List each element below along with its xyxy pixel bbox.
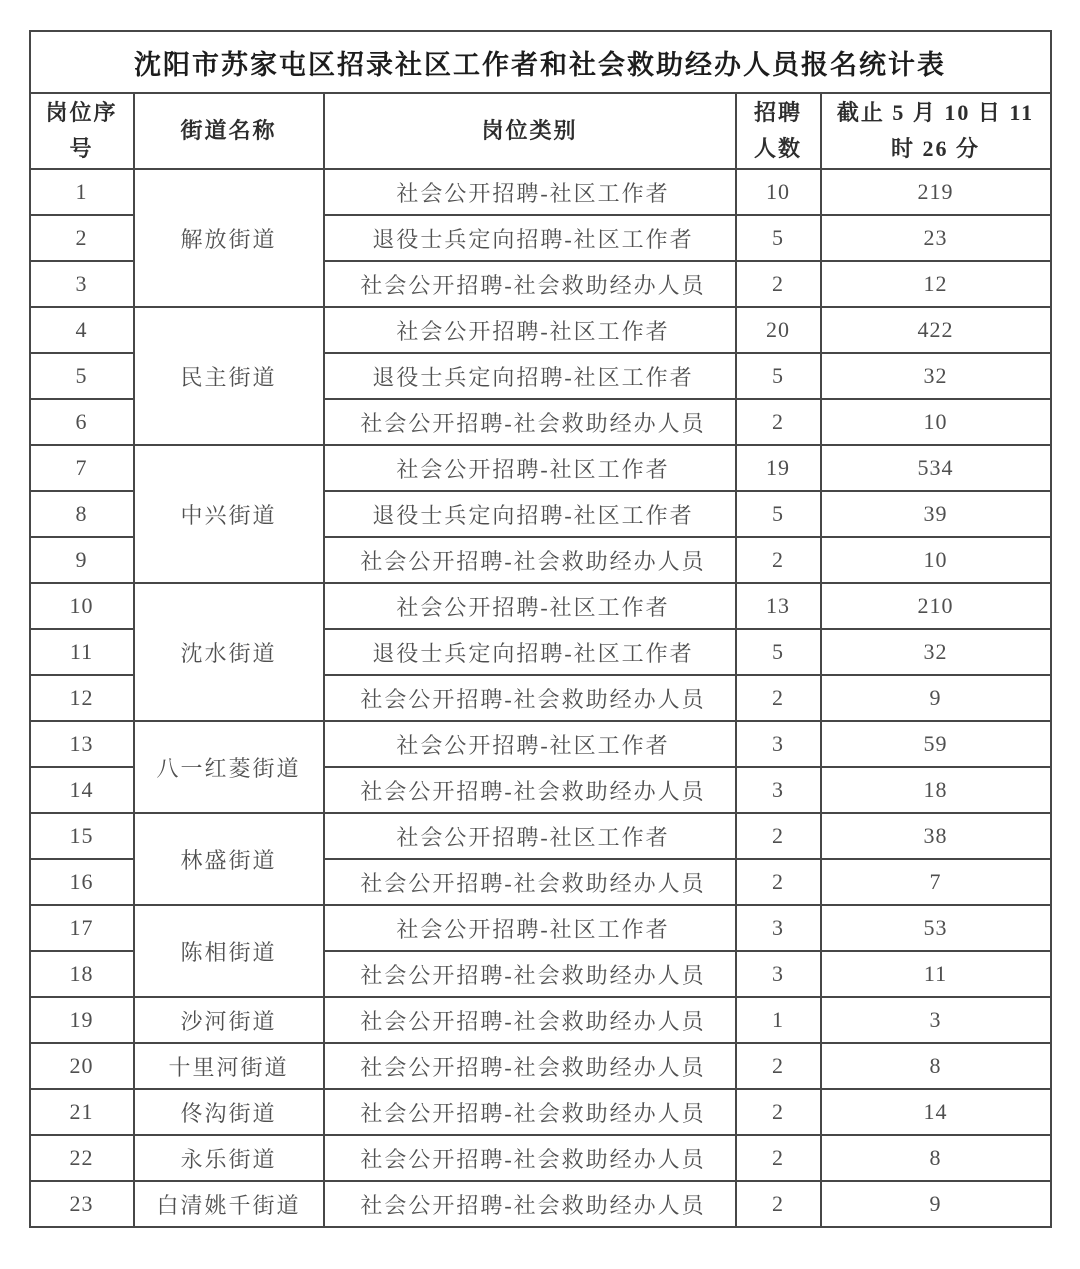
cell-applicants: 10 bbox=[821, 399, 1051, 445]
cell-street: 永乐街道 bbox=[134, 1135, 324, 1181]
table-row bbox=[30, 1181, 1051, 1227]
cell-category: 退役士兵定向招聘-社区工作者 bbox=[324, 353, 736, 399]
cell-street: 沙河街道 bbox=[134, 997, 324, 1043]
cell-headcount: 2 bbox=[736, 537, 821, 583]
cell-category: 社会公开招聘-社区工作者 bbox=[324, 445, 736, 491]
cell-seq: 13 bbox=[30, 721, 134, 767]
table-row bbox=[30, 905, 1051, 951]
cell-headcount: 2 bbox=[736, 1135, 821, 1181]
cell-seq: 9 bbox=[30, 537, 134, 583]
cell-seq: 16 bbox=[30, 859, 134, 905]
cell-applicants: 8 bbox=[821, 1135, 1051, 1181]
cell-category: 社会公开招聘-社会救助经办人员 bbox=[324, 1043, 736, 1089]
table-row bbox=[30, 1089, 1051, 1135]
cell-headcount: 1 bbox=[736, 997, 821, 1043]
cell-category: 社会公开招聘-社区工作者 bbox=[324, 813, 736, 859]
cell-headcount: 2 bbox=[736, 675, 821, 721]
cell-applicants: 3 bbox=[821, 997, 1051, 1043]
cell-headcount: 10 bbox=[736, 169, 821, 215]
cell-applicants: 32 bbox=[821, 629, 1051, 675]
cell-headcount: 3 bbox=[736, 905, 821, 951]
cell-seq: 12 bbox=[30, 675, 134, 721]
cell-applicants: 53 bbox=[821, 905, 1051, 951]
cell-seq: 21 bbox=[30, 1089, 134, 1135]
cell-headcount: 2 bbox=[736, 859, 821, 905]
cell-applicants: 11 bbox=[821, 951, 1051, 997]
cell-headcount: 3 bbox=[736, 951, 821, 997]
table-row bbox=[30, 445, 1051, 491]
table-row bbox=[30, 721, 1051, 767]
cell-applicants: 38 bbox=[821, 813, 1051, 859]
cell-street: 沈水街道 bbox=[134, 583, 324, 721]
cell-seq: 3 bbox=[30, 261, 134, 307]
cell-category: 退役士兵定向招聘-社区工作者 bbox=[324, 215, 736, 261]
cell-category: 社会公开招聘-社会救助经办人员 bbox=[324, 997, 736, 1043]
cell-category: 社会公开招聘-社会救助经办人员 bbox=[324, 767, 736, 813]
cell-headcount: 2 bbox=[736, 261, 821, 307]
cell-street: 林盛街道 bbox=[134, 813, 324, 905]
table-row bbox=[30, 813, 1051, 859]
column-header-category: 岗位类别 bbox=[324, 93, 736, 169]
cell-headcount: 5 bbox=[736, 353, 821, 399]
cell-seq: 19 bbox=[30, 997, 134, 1043]
cell-category: 社会公开招聘-社会救助经办人员 bbox=[324, 675, 736, 721]
cell-applicants: 10 bbox=[821, 537, 1051, 583]
cell-street: 佟沟街道 bbox=[134, 1089, 324, 1135]
column-header-seq: 岗位序号 bbox=[30, 93, 134, 169]
cell-applicants: 12 bbox=[821, 261, 1051, 307]
cell-seq: 5 bbox=[30, 353, 134, 399]
cell-street: 十里河街道 bbox=[134, 1043, 324, 1089]
cell-seq: 15 bbox=[30, 813, 134, 859]
cell-category: 社会公开招聘-社区工作者 bbox=[324, 583, 736, 629]
cell-headcount: 2 bbox=[736, 1089, 821, 1135]
cell-seq: 11 bbox=[30, 629, 134, 675]
cell-category: 社会公开招聘-社区工作者 bbox=[324, 721, 736, 767]
header-row bbox=[30, 93, 1051, 169]
cell-category: 社会公开招聘-社会救助经办人员 bbox=[324, 1089, 736, 1135]
column-header-deadline: 截止 5 月 10 日 11 时 26 分 bbox=[821, 93, 1051, 169]
cell-street: 解放街道 bbox=[134, 169, 324, 307]
cell-headcount: 2 bbox=[736, 1181, 821, 1227]
table-row bbox=[30, 583, 1051, 629]
cell-applicants: 219 bbox=[821, 169, 1051, 215]
cell-category: 退役士兵定向招聘-社区工作者 bbox=[324, 491, 736, 537]
table-row bbox=[30, 1135, 1051, 1181]
cell-street: 陈相街道 bbox=[134, 905, 324, 997]
column-header-headcount: 招聘人数 bbox=[736, 93, 821, 169]
cell-applicants: 534 bbox=[821, 445, 1051, 491]
table-row bbox=[30, 307, 1051, 353]
cell-seq: 10 bbox=[30, 583, 134, 629]
cell-seq: 18 bbox=[30, 951, 134, 997]
cell-applicants: 9 bbox=[821, 1181, 1051, 1227]
cell-applicants: 210 bbox=[821, 583, 1051, 629]
cell-seq: 4 bbox=[30, 307, 134, 353]
cell-seq: 2 bbox=[30, 215, 134, 261]
cell-headcount: 2 bbox=[736, 1043, 821, 1089]
cell-seq: 17 bbox=[30, 905, 134, 951]
recruitment-stats-table bbox=[29, 30, 1052, 1228]
cell-applicants: 32 bbox=[821, 353, 1051, 399]
cell-street: 八一红菱街道 bbox=[134, 721, 324, 813]
cell-applicants: 7 bbox=[821, 859, 1051, 905]
cell-category: 社会公开招聘-社会救助经办人员 bbox=[324, 399, 736, 445]
cell-applicants: 14 bbox=[821, 1089, 1051, 1135]
cell-headcount: 3 bbox=[736, 767, 821, 813]
cell-headcount: 5 bbox=[736, 629, 821, 675]
cell-headcount: 20 bbox=[736, 307, 821, 353]
cell-headcount: 3 bbox=[736, 721, 821, 767]
cell-street: 中兴街道 bbox=[134, 445, 324, 583]
cell-street: 民主街道 bbox=[134, 307, 324, 445]
table-row bbox=[30, 997, 1051, 1043]
cell-applicants: 9 bbox=[821, 675, 1051, 721]
cell-seq: 8 bbox=[30, 491, 134, 537]
cell-seq: 7 bbox=[30, 445, 134, 491]
cell-headcount: 2 bbox=[736, 813, 821, 859]
cell-headcount: 2 bbox=[736, 399, 821, 445]
cell-seq: 1 bbox=[30, 169, 134, 215]
cell-category: 社会公开招聘-社区工作者 bbox=[324, 905, 736, 951]
cell-category: 社会公开招聘-社区工作者 bbox=[324, 307, 736, 353]
cell-applicants: 18 bbox=[821, 767, 1051, 813]
cell-applicants: 422 bbox=[821, 307, 1051, 353]
cell-seq: 20 bbox=[30, 1043, 134, 1089]
cell-category: 社会公开招聘-社会救助经办人员 bbox=[324, 1135, 736, 1181]
cell-headcount: 5 bbox=[736, 215, 821, 261]
cell-category: 社会公开招聘-社会救助经办人员 bbox=[324, 859, 736, 905]
cell-category: 社会公开招聘-社会救助经办人员 bbox=[324, 1181, 736, 1227]
cell-seq: 23 bbox=[30, 1181, 134, 1227]
cell-applicants: 39 bbox=[821, 491, 1051, 537]
cell-seq: 22 bbox=[30, 1135, 134, 1181]
cell-category: 社会公开招聘-社会救助经办人员 bbox=[324, 951, 736, 997]
table-row bbox=[30, 169, 1051, 215]
cell-category: 社会公开招聘-社会救助经办人员 bbox=[324, 537, 736, 583]
table-body bbox=[30, 169, 1051, 1227]
cell-applicants: 23 bbox=[821, 215, 1051, 261]
cell-headcount: 5 bbox=[736, 491, 821, 537]
cell-applicants: 8 bbox=[821, 1043, 1051, 1089]
cell-category: 社会公开招聘-社区工作者 bbox=[324, 169, 736, 215]
cell-category: 社会公开招聘-社会救助经办人员 bbox=[324, 261, 736, 307]
cell-street: 白清姚千街道 bbox=[134, 1181, 324, 1227]
cell-applicants: 59 bbox=[821, 721, 1051, 767]
cell-seq: 6 bbox=[30, 399, 134, 445]
column-header-street: 街道名称 bbox=[134, 93, 324, 169]
cell-seq: 14 bbox=[30, 767, 134, 813]
cell-category: 退役士兵定向招聘-社区工作者 bbox=[324, 629, 736, 675]
cell-headcount: 13 bbox=[736, 583, 821, 629]
table-title: 沈阳市苏家屯区招录社区工作者和社会救助经办人员报名统计表 bbox=[30, 31, 1051, 93]
table-row bbox=[30, 1043, 1051, 1089]
cell-headcount: 19 bbox=[736, 445, 821, 491]
title-row bbox=[30, 31, 1051, 93]
